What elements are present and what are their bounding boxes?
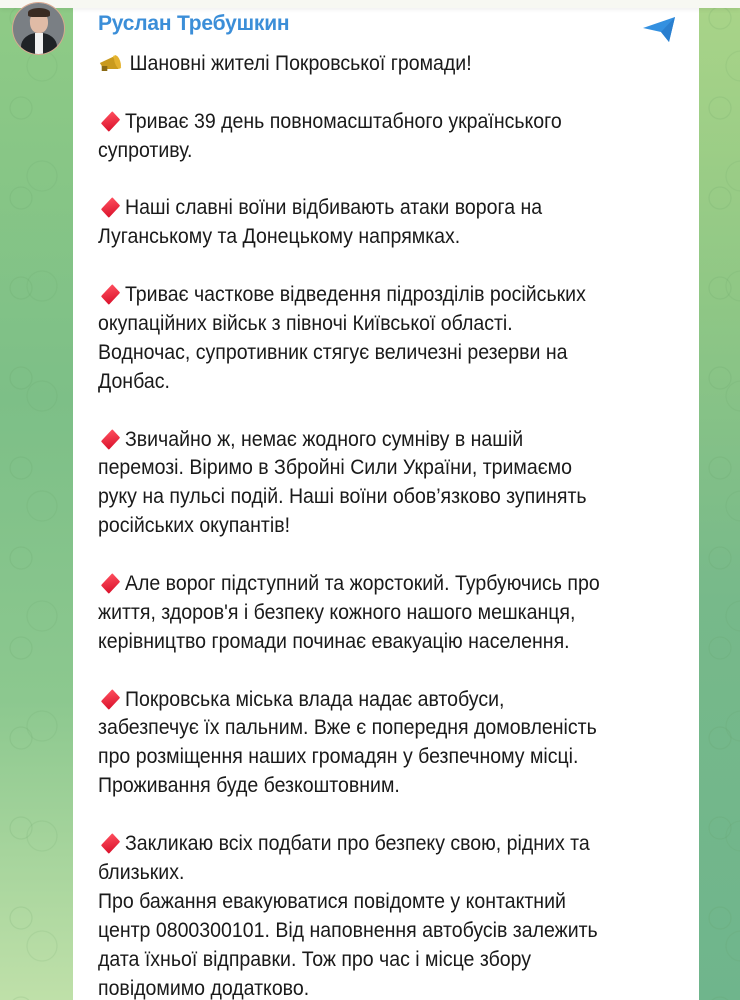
- message-paragraph: [98, 194, 656, 252]
- paragraph-line: Донбас.: [98, 369, 170, 393]
- author-name[interactable]: Руслан Требушкин: [98, 12, 290, 35]
- red-diamond-icon: [101, 198, 120, 219]
- message-paragraph: [98, 281, 656, 397]
- red-diamond-icon: [101, 111, 120, 132]
- paragraph-line: Але ворог підступний та жорстокий. Турбуючись про: [98, 570, 656, 599]
- message-paragraph: [98, 830, 656, 1000]
- paragraph-gap: [98, 252, 656, 281]
- chat-background-right: [699, 0, 740, 1000]
- message-paragraph: [98, 686, 656, 802]
- paragraph-line: центр 0800300101. Від наповнення автобусів залежить: [98, 918, 598, 942]
- message-paragraph: [98, 426, 656, 542]
- paragraph-gap: [98, 657, 656, 686]
- top-bar-edge: [0, 0, 740, 8]
- megaphone-icon: [98, 53, 122, 73]
- paragraph-line: Луганському та Донецькому напрямках.: [98, 225, 461, 249]
- message-paragraph: [98, 570, 656, 657]
- paragraph-line: супротиву.: [98, 138, 193, 162]
- message-paragraph: [98, 108, 656, 166]
- paragraph-line: Наші славні воїни відбивають атаки ворога на: [98, 194, 656, 223]
- paragraph-line: Закликаю всіх подбати про безпеку свою, рідних та: [98, 830, 656, 859]
- paragraph-line: Триває часткове відведення підрозділів російських: [98, 281, 656, 310]
- paragraph-line: руку на пульсі подій. Наші воїни обов’язково зупинять: [98, 485, 587, 509]
- paragraph-line: про розміщення наших громадян у безпечному місці.: [98, 745, 579, 769]
- message-intro: Шановні жителі Покровської громади!: [98, 50, 656, 79]
- paragraph-line: Покровська міська влада надає автобуси,: [98, 686, 656, 715]
- red-diamond-icon: [101, 833, 120, 854]
- paragraph-line: близьких.: [98, 860, 185, 884]
- red-diamond-icon: [101, 573, 120, 594]
- paragraph-line: Звичайно ж, немає жодного сумніву в нашій: [98, 426, 656, 455]
- message-text: [98, 50, 656, 1000]
- red-diamond-icon: [101, 689, 120, 710]
- paragraph-line: Проживання буде безкоштовним.: [98, 774, 400, 798]
- paragraph-gap: [98, 397, 656, 426]
- red-diamond-icon: [101, 429, 120, 450]
- telegram-share-icon[interactable]: [640, 14, 680, 44]
- author-avatar[interactable]: [13, 3, 64, 54]
- paragraph-gap: [98, 79, 656, 108]
- paragraph-line: окупаційних військ з півночі Київської області.: [98, 312, 513, 336]
- paragraph-line: керівництво громади починає евакуацію населення.: [98, 629, 570, 653]
- red-diamond-icon: [101, 284, 120, 305]
- chat-background-left: [0, 0, 73, 1000]
- paragraph-line: Триває 39 день повномасштабного українського: [98, 108, 656, 137]
- paragraph-line: Водночас, супротивник стягує величезні резерви на: [98, 340, 568, 364]
- paragraph-line: забезпечує їх пальним. Вже є попередня домовленість: [98, 716, 597, 740]
- paragraph-line: повідомимо додатково.: [98, 976, 310, 1000]
- paragraph-gap: [98, 541, 656, 570]
- paragraph-line: російських окупантів!: [98, 514, 291, 538]
- paragraph-gap: [98, 801, 656, 830]
- paragraph-line: перемозі. Віримо в Збройні Сили України, тримаємо: [98, 456, 572, 480]
- paragraph-line: життя, здоров'я і безпеку кожного нашого мешканця,: [98, 600, 576, 624]
- paragraph-line: дата їхньої відправки. Тож про час і місце збору: [98, 947, 532, 971]
- paragraph-gap: [98, 166, 656, 195]
- paragraph-line: Про бажання евакуюватися повідомте у контактний: [98, 889, 566, 913]
